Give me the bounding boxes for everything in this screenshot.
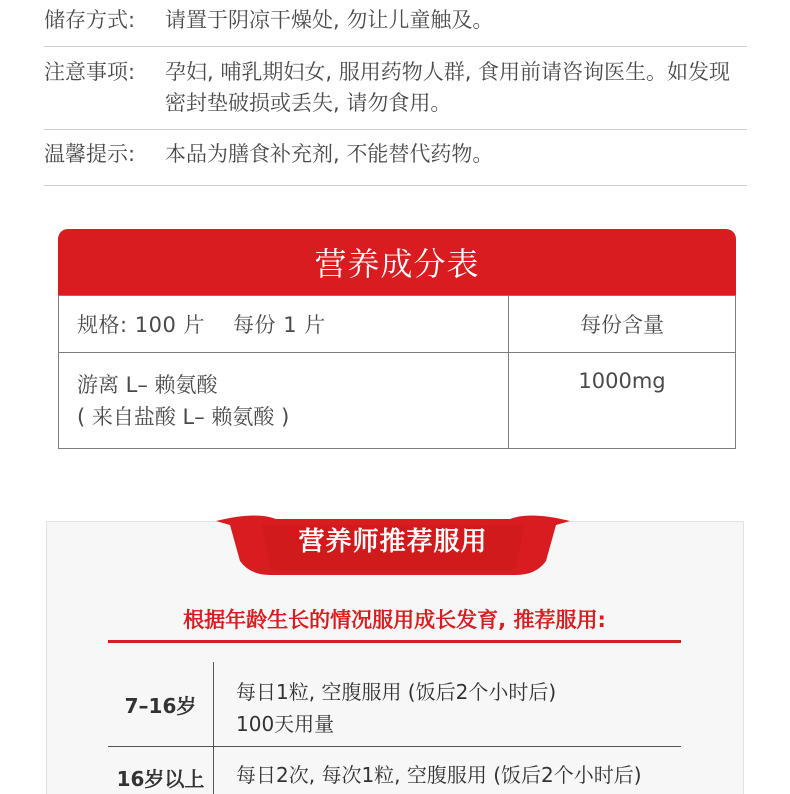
nutrition-title: 营养成分表 bbox=[58, 229, 736, 295]
dosage-instructions bbox=[214, 662, 681, 746]
divider bbox=[44, 46, 747, 47]
divider bbox=[44, 185, 747, 186]
tip-row bbox=[44, 139, 747, 170]
nutrition-table bbox=[58, 229, 736, 449]
recommendation-subtitle: 根据年龄生长的情况服用成长发育, 推荐服用: bbox=[183, 608, 606, 632]
dosage-duration: 100天用量 bbox=[236, 712, 335, 736]
ribbon-title: 营养师推荐服用 bbox=[298, 527, 488, 557]
table-row bbox=[59, 353, 736, 449]
divider bbox=[44, 129, 747, 130]
spec-label: 规格: 100 片 bbox=[77, 313, 206, 337]
ingredient-name: 游离 L– 赖氨酸 bbox=[77, 373, 218, 397]
tip-label: 温馨提示: bbox=[44, 142, 136, 166]
table-row bbox=[108, 662, 681, 746]
ingredient-cell bbox=[59, 353, 509, 449]
dosage-line: 每日1粒, 空腹服用 (饭后2个小时后) bbox=[236, 680, 557, 704]
ingredient-amount: 1000mg bbox=[509, 353, 736, 449]
dosage-table bbox=[108, 662, 681, 794]
nutrition-grid bbox=[58, 295, 736, 449]
storage-text: 请置于阴凉干燥处, 勿让儿童触及。 bbox=[165, 8, 494, 32]
table-row bbox=[59, 296, 736, 353]
age-group: 16岁以上 bbox=[116, 766, 205, 791]
caution-label: 注意事项: bbox=[44, 60, 136, 84]
tip-text: 本品为膳食补充剂, 不能替代药物。 bbox=[165, 142, 494, 166]
recommendation-ribbon bbox=[216, 511, 570, 577]
dosage-instructions bbox=[214, 747, 681, 794]
spec-cell bbox=[59, 296, 509, 353]
content-header: 每份含量 bbox=[509, 296, 736, 353]
ingredient-source: ( 来自盐酸 L– 赖氨酸 ) bbox=[77, 405, 290, 429]
age-group: 7–16岁 bbox=[124, 693, 197, 718]
caution-text: 孕妇, 哺乳期妇女, 服用药物人群, 食用前请咨询医生。如发现密封垫破损或丢失, 请勿食用。 bbox=[165, 60, 731, 115]
caution-row bbox=[44, 57, 747, 119]
storage-row bbox=[44, 5, 747, 36]
storage-label: 储存方式: bbox=[44, 8, 136, 32]
subtitle-underline bbox=[108, 640, 681, 643]
table-row bbox=[108, 747, 681, 794]
dosage-line: 每日2次, 每次1粒, 空腹服用 (饭后2个小时后) bbox=[236, 763, 642, 787]
serving-label: 每份 1 片 bbox=[233, 313, 326, 337]
